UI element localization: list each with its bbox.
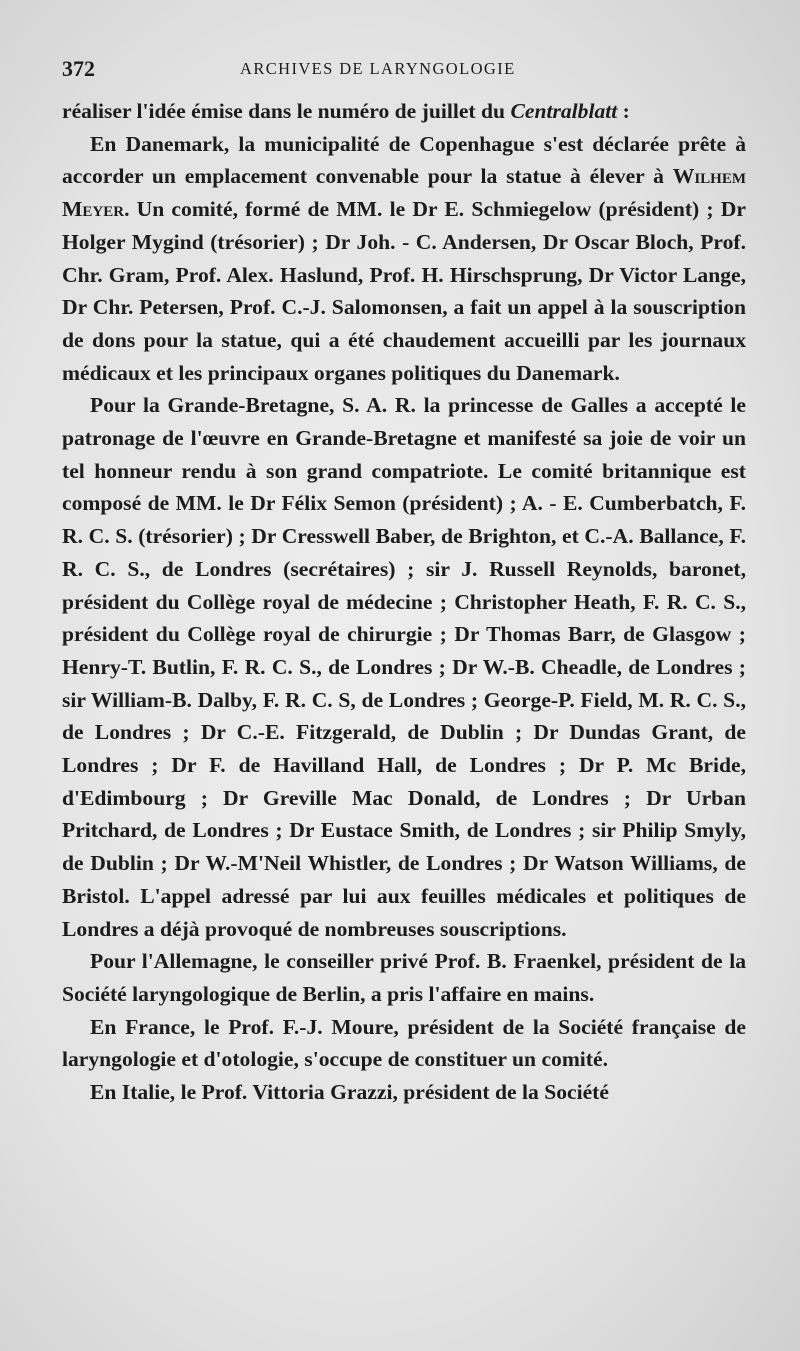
body-text (62, 95, 746, 1109)
paragraph-great-britain: Pour la Grande-Bretagne, S. A. R. la princesse de Galles a accepté le patronage de l'œuvre en Grande-Bretagne et manifesté sa joie de voir un tel honneur rendu à son grand compatriote. Le comité britannique est composé de MM. le Dr Félix Semon (président) ; A. - E. Cumberbatch, F. R. C. S. (trésorier) ; Dr Cresswell Baber, de Brighton, et C.-A. Ballance, F. R. C. S., de Londres (secrétaires) ; sir J. Russell Reynolds, baronet, président du Collège royal de médecine ; Christopher Heath, F. R. C. S., président du Collège royal de chirurgie ; Dr Thomas Barr, de Glasgow ; Henry-T. Butlin, F. R. C. S., de Londres ; Dr W.-B. Cheadle, de Londres ; sir William-B. Dalby, F. R. C. S, de Londres ; George-P. Field, M. R. C. S., de Londres ; Dr C.-E. Fitzgerald, de Dublin ; Dr Dundas Grant, de Londres ; Dr F. de Havilland Hall, de Londres ; Dr P. Mc Bride, d'Edimbourg ; Dr Greville Mac Donald, de Londres ; Dr Urban Pritchard, de Londres ; Dr Eustace Smith, de Londres ; sir Philip Smyly, de Dublin ; Dr W.-M'Neil Whistler, de Londres ; Dr Watson Williams, de Bristol. L'appel adressé par lui aux feuilles médicales et politiques de Londres a déjà provoqué de nombreuses souscriptions. (62, 393, 746, 941)
paragraph-1-end: : (617, 99, 630, 123)
paragraph-germany: Pour l'Allemagne, le conseiller privé Prof. B. Fraenkel, président de la Société laryngologique de Berlin, a pris l'affaire en mains. (62, 949, 746, 1006)
paragraph-italy: En Italie, le Prof. Vittoria Grazzi, président de la Société (90, 1080, 609, 1105)
paragraph-denmark (62, 128, 746, 390)
person-name-smallcaps: Wilhem Meyer (62, 164, 746, 222)
page-number: 372 (62, 56, 95, 81)
paragraph-denmark-rest: . Un comité, formé de MM. le Dr E. Schmiegelow (président) ; Dr Holger Mygind (trésorier) ; Dr Joh. - C. Andersen, Dr Oscar Bloch, Prof. Chr. Gram, Prof. Alex. Haslund, Prof. H. Hirschsprung, Dr Victor Lange, Dr Chr. Petersen, Prof. C.-J. Salomonsen, a fait un appel à la souscription de dons pour la statue, qui a été chaudement accueilli par les journaux médicaux et les principaux organes politiques du Danemark. (62, 197, 746, 385)
paragraph-denmark-start: En Danemark, la municipalité de Copenhague s'est déclarée prête à accorder un emplacement convenable pour la statue à élever à (62, 131, 746, 189)
paragraph-france: En France, le Prof. F.-J. Moure, président de la Société française de laryngologie et d'otologie, s'occupe de constituer un comité. (62, 1014, 746, 1072)
paragraph-1 (62, 95, 746, 128)
journal-title: Centralblatt (510, 99, 618, 123)
page-header (62, 56, 760, 86)
running-title: ARCHIVES DE LARYNGOLOGIE (240, 59, 516, 78)
paragraph-1-text: réaliser l'idée émise dans le numéro de juillet du (62, 99, 511, 123)
